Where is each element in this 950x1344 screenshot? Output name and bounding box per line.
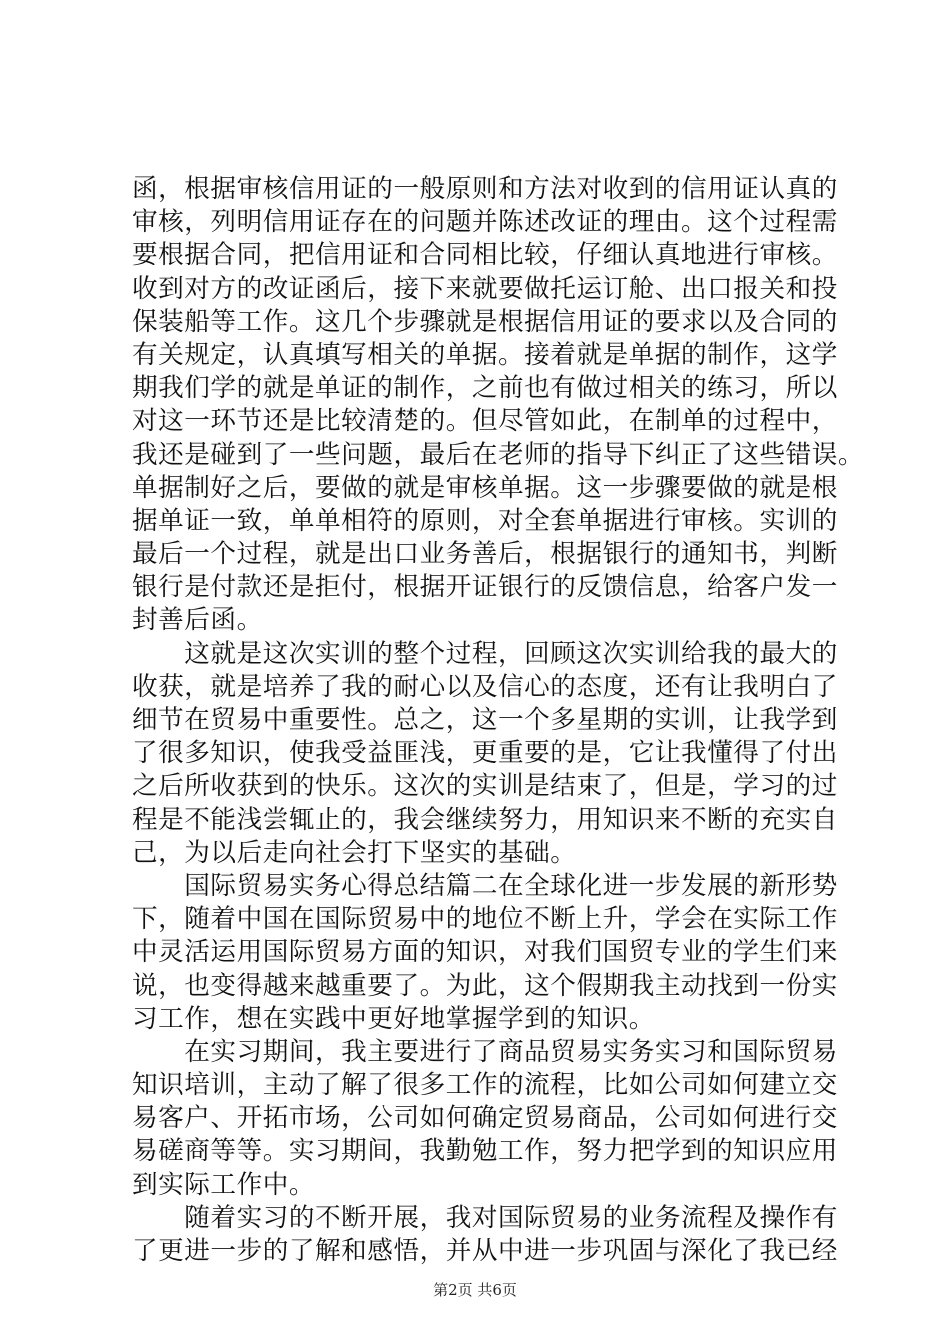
- text-line: 对这一环节还是比较清楚的。但尽管如此，在制单的过程中，: [132, 406, 838, 437]
- text-line: 银行是付款还是拒付，根据开证银行的反馈信息，给客户发一: [132, 572, 838, 603]
- text-line: 随着实习的不断开展，我对国际贸易的业务流程及操作有: [132, 1202, 838, 1233]
- text-line: 易磋商等等。实习期间，我勤勉工作，努力把学到的知识应用: [132, 1136, 838, 1167]
- text-line: 最后一个过程，就是出口业务善后，根据银行的通知书，判断: [132, 539, 838, 570]
- text-line: 期我们学的就是单证的制作，之前也有做过相关的练习，所以: [132, 373, 838, 404]
- text-line: 封善后函。: [132, 605, 263, 636]
- text-line: 这就是这次实训的整个过程，回顾这次实训给我的最大的: [132, 638, 838, 669]
- text-line: 说，也变得越来越重要了。为此，这个假期我主动找到一份实: [132, 970, 838, 1001]
- text-line: 下，随着中国在国际贸易中的地位不断上升，学会在实际工作: [132, 904, 838, 935]
- text-line: 之后所收获到的快乐。这次的实训是结束了，但是，学习的过: [132, 771, 838, 802]
- page-footer: 第2页 共6页: [433, 1281, 517, 1299]
- text-line: 己，为以后走向社会打下坚实的基础。: [132, 837, 577, 868]
- text-line: 单据制好之后，要做的就是审核单据。这一步骤要做的就是根: [132, 472, 838, 503]
- text-line: 据单证一致，单单相符的原则，对全套单据进行审核。实训的: [132, 505, 838, 536]
- text-line: 保装船等工作。这几个步骤就是根据信用证的要求以及合同的: [132, 306, 838, 337]
- text-line: 收获，就是培养了我的耐心以及信心的态度，还有让我明白了: [132, 671, 838, 702]
- text-line: 审核，列明信用证存在的问题并陈述改证的理由。这个过程需: [132, 207, 838, 238]
- text-line: 有关规定，认真填写相关的单据。接着就是单据的制作，这学: [132, 339, 838, 370]
- text-line: 程是不能浅尝辄止的，我会继续努力，用知识来不断的充实自: [132, 804, 838, 835]
- text-line: 中灵活运用国际贸易方面的知识，对我们国贸专业的学生们来: [132, 937, 838, 968]
- text-line: 易客户、开拓市场，公司如何确定贸易商品，公司如何进行交: [132, 1103, 838, 1134]
- text-line: 细节在贸易中重要性。总之，这一个多星期的实训，让我学到: [132, 705, 838, 735]
- text-line: 要根据合同，把信用证和合同相比较，仔细认真地进行审核。: [132, 240, 838, 271]
- text-line: 函，根据审核信用证的一般原则和方法对收到的信用证认真的: [132, 174, 838, 204]
- text-line: 国际贸易实务心得总结篇二在全球化进一步发展的新形势: [132, 870, 838, 901]
- text-line: 收到对方的改证函后，接下来就要做托运订舱、出口报关和投: [132, 273, 838, 304]
- document-body: [132, 173, 865, 1268]
- text-line: 在实习期间，我主要进行了商品贸易实务实习和国际贸易: [132, 1036, 838, 1067]
- text-line: 了很多知识，使我受益匪浅，更重要的是，它让我懂得了付出: [132, 738, 838, 769]
- text-line: 知识培训，主动了解了很多工作的流程，比如公司如何建立交: [132, 1070, 838, 1101]
- text-line: 习工作，想在实践中更好地掌握学到的知识。: [132, 1003, 655, 1034]
- text-line: 我还是碰到了一些问题，最后在老师的指导下纠正了这些错误。: [132, 439, 865, 470]
- text-line: 到实际工作中。: [132, 1169, 316, 1200]
- text-line: 了更进一步的了解和感悟，并从中进一步巩固与深化了我已经: [132, 1236, 838, 1266]
